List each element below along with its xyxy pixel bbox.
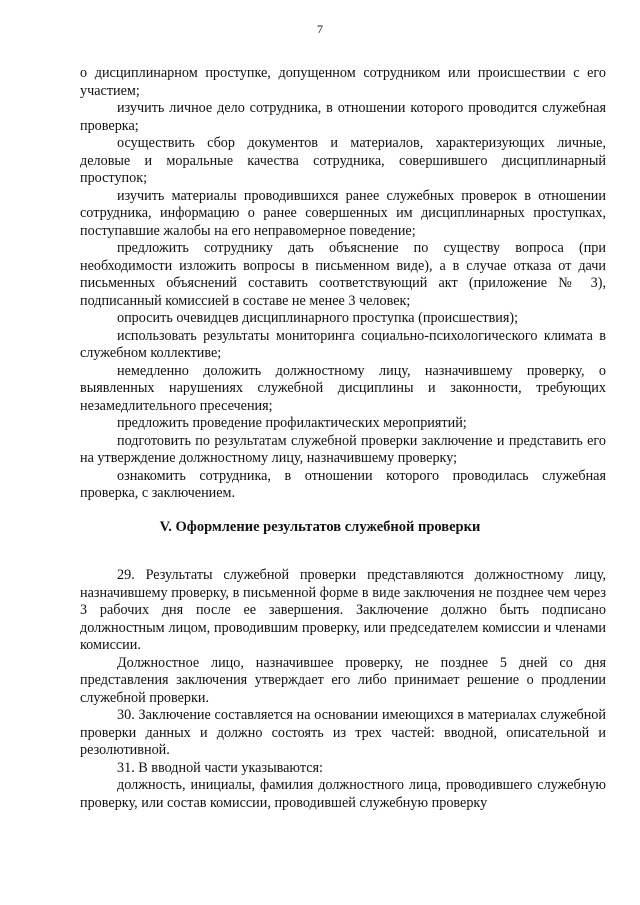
paragraph: изучить личное дело сотрудника, в отношении которого проводится служебная проверка;	[80, 100, 606, 134]
paragraph: подготовить по результатам служебной проверки заключение и представить его на утверждение должностному лицу, назначившему проверку;	[80, 432, 606, 466]
paragraph: 29. Результаты служебной проверки представляются должностному лицу, назначившему проверку, в письменной форме в виде заключения не позднее чем через 3 рабочих дня после ее завершения. Заключение должно быть подписано должностным лицом, проводившим проверку, или председателем комиссии и членами комиссии.	[80, 567, 606, 653]
paragraph: изучить материалы проводившихся ранее служебных проверок в отношении сотрудника, информацию о ранее совершенных им дисциплинарных проступках, поступавшие жалобы на его неправомерное поведение;	[80, 187, 606, 239]
paragraph: опросить очевидцев дисциплинарного проступка (происшествия);	[117, 310, 519, 326]
paragraph: Должностное лицо, назначившее проверку, не позднее 5 дней со дня представления заключения утверждает его либо принимает решение о продлении служебной проверки.	[80, 654, 606, 706]
paragraph: предложить проведение профилактических мероприятий;	[117, 415, 467, 431]
section-heading: V. Оформление результатов служебной проверки	[159, 519, 481, 535]
section-list-of-duties	[80, 65, 606, 503]
paragraph: 31. В вводной части указываются:	[117, 759, 323, 776]
paragraph: 30. Заключение составляется на основании имеющихся в материалах служебной проверки данных и должно состоять из трех частей: вводной, описательной и резолютивной.	[80, 707, 606, 758]
paragraph: немедленно доложить должностному лицу, назначившему проверку, о выявленных нарушениях служебной дисциплины и законности, требующих незамедлительного пресечения;	[80, 362, 606, 414]
section-results	[80, 567, 606, 812]
paragraph: использовать результаты мониторинга социально-психологического климата в служебном коллективе;	[80, 327, 606, 361]
paragraph: осуществить сбор документов и материалов, характеризующих личные, деловые и моральные качества сотрудника, совершившего дисциплинарный проступок;	[80, 135, 606, 186]
paragraph: о дисциплинарном проступке, допущенном сотрудником или происшествии с его участием;	[80, 65, 606, 99]
paragraph: предложить сотруднику дать объяснение по существу вопроса (при необходимости изложить вопросы в письменном виде), а в случае отказа от дачи письменных объяснений составить соответствующий акт (приложение № 3), подписанный комиссией в составе не менее 3 человек;	[80, 240, 606, 309]
paragraph: должность, инициалы, фамилия должностного лица, проводившего служебную проверку, или состав комиссии, проводившей служебную проверку	[80, 777, 606, 811]
paragraph: ознакомить сотрудника, в отношении которого проводилась служебная проверка, с заключением.	[80, 467, 606, 501]
page-number: 7	[317, 22, 323, 36]
